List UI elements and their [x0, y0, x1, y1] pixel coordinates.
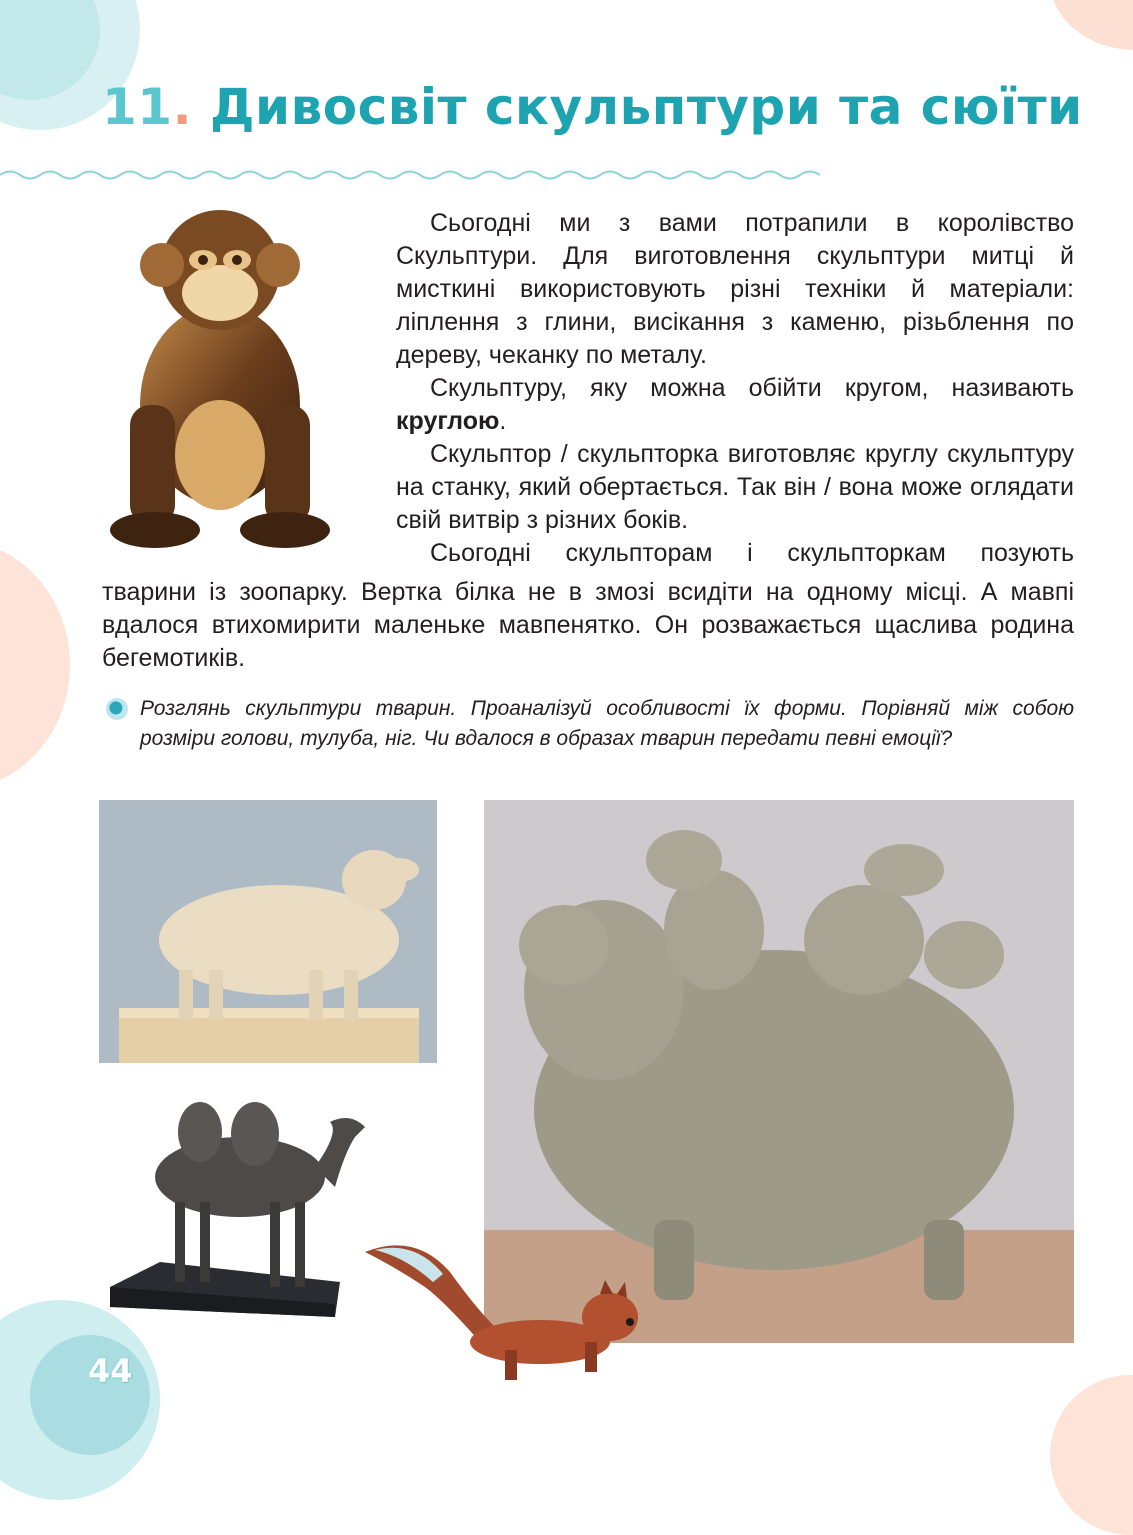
title-wave-divider — [0, 168, 820, 182]
paragraph-2 — [396, 372, 1074, 438]
decor-circle-left — [0, 540, 70, 790]
squirrel-sculpture-image — [355, 1232, 645, 1392]
paragraph-4-continuation-block — [102, 576, 1074, 675]
decor-circle-top-right — [1050, 0, 1133, 50]
lesson-title: Дивосвіт скульптури та сюїти — [210, 78, 1083, 136]
paragraph-3: Скульптор / скульпторка виготовляє круглу скульптуру на станку, який обертається. Так він / вона може оглядати свій витвір з різних боків. — [396, 440, 1074, 534]
task-text: Розглянь скульптури тварин. Проаналізуй особливості їх форми. Порівняй між собою розміри голови, тулуба, ніг. Чи вдалося в образах тварин передати певні емоції? — [140, 697, 1074, 750]
paragraph-4-continuation: тварини із зоопарку. Вертка білка не в змозі всидіти на одному місці. А мавпі вдалося втихомирити маленьке мавпенятко. Он розважається щаслива родина бегемотиків. — [102, 578, 1074, 672]
intro-text-block — [396, 207, 1074, 570]
page-number: 44 — [88, 1352, 133, 1390]
camel-sculpture-image — [100, 1092, 370, 1332]
paragraph-1: Сьогодні ми з вами потрапили в королівство Скульптури. Для виготовлення скульптури митці й мисткині використовують різні техніки й матеріали: ліплення з глини, висікання з каменю, різьблення по дереву, чеканку по металу. — [396, 209, 1074, 369]
page-title — [102, 78, 1083, 136]
sheep-sculpture-image — [99, 800, 437, 1063]
paragraph-2-end: . — [499, 407, 507, 435]
paragraph-4-first-line: Сьогодні скульпторам і скульпторкам позують — [430, 539, 1074, 567]
monkey-sculpture-image — [100, 205, 340, 560]
decor-circle-bottom-right — [1050, 1375, 1133, 1535]
lesson-number: 11 — [102, 78, 173, 136]
paragraph-2-start: Скульптуру, яку можна обійти кругом, називають — [430, 374, 1074, 402]
lesson-number-dot: . — [172, 78, 193, 136]
term-bold: круглою — [396, 407, 500, 435]
task-bullet-icon — [106, 698, 128, 720]
